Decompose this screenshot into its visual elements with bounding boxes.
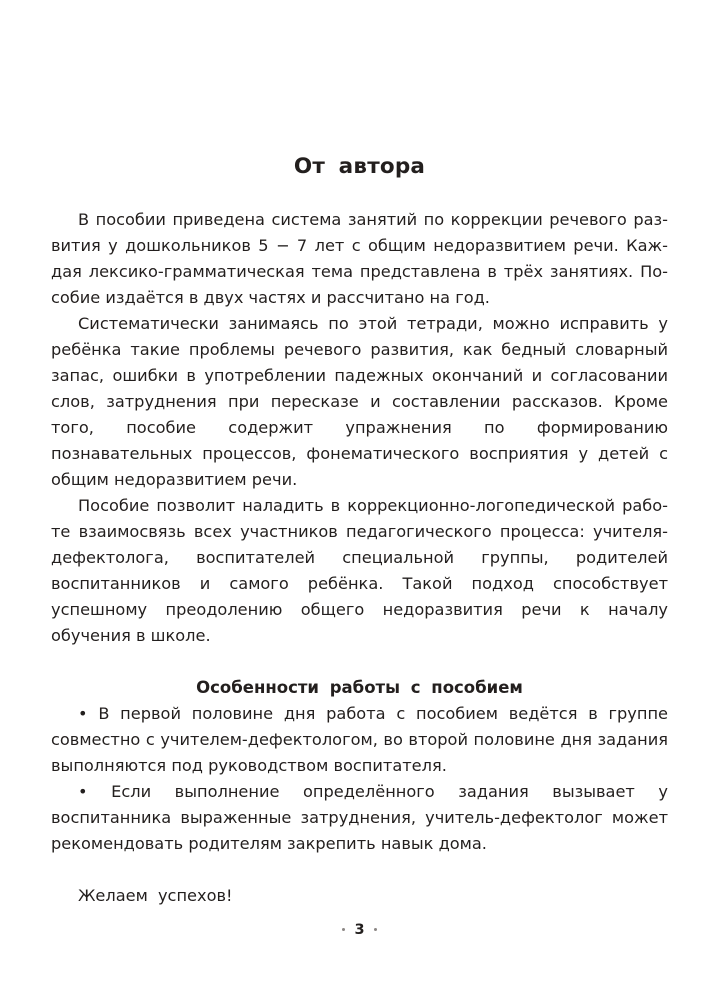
paragraph-systematic-work: Систематически занимаясь по этой тетради, можно исправить у ребёнка такие проблемы речевого развития, как бедный словарный запас, ошибки в употреблении падежных окончаний и согласовании слов, затруднения при пересказе и составлении рассказов. Кроме того, пособие содержит упражнения по формированию познавательных процессов, фонематического восприятия у детей с общим недоразвитием речи. [51, 313, 668, 489]
footer-dot-right-icon [374, 928, 377, 931]
section-title-features: Особенности работы с пособием [196, 677, 523, 697]
closing-wish: Желаем успехов! [78, 885, 233, 905]
spacer-before-closing [51, 857, 668, 883]
paragraph-collaboration: Пособие позволит наладить в коррекционно-логопедической работе взаимосвязь всех участников педагогического процесса: учителя-дефектолога, воспитателей специальной группы, родителей воспитанников и самого ребёнка. Такой подход способствует успешному преодолению общего недоразвития речи к началу обучения в школе. [51, 495, 668, 645]
bullet-item-first-half-of-day: • В первой половине дня работа с пособием ведётся в группе совместно с учителем-дефектологом, во второй половине дня задания выполняются под руководством воспитателя. [51, 703, 668, 775]
page-number: 3 [354, 922, 365, 938]
spacer-before-section [51, 649, 668, 675]
page-footer [0, 922, 719, 938]
page-title: От автора [293, 154, 426, 179]
paragraph-intro: В пособии приведена система занятий по коррекции речевого развития у дошкольников 5 − 7 лет с общим недоразвитием речи. Каждая лексико-грамматическая тема представлена в трёх занятиях. Пособие издаётся в двух частях и рассчитано на год. [51, 209, 668, 307]
bullet-item-difficulties: • Если выполнение определённого задания вызывает у воспитанника выраженные затруднения, учитель-дефектолог может рекомендовать родителям закрепить навык дома. [51, 781, 668, 853]
footer-dot-left-icon [342, 928, 345, 931]
page-content [51, 155, 668, 909]
